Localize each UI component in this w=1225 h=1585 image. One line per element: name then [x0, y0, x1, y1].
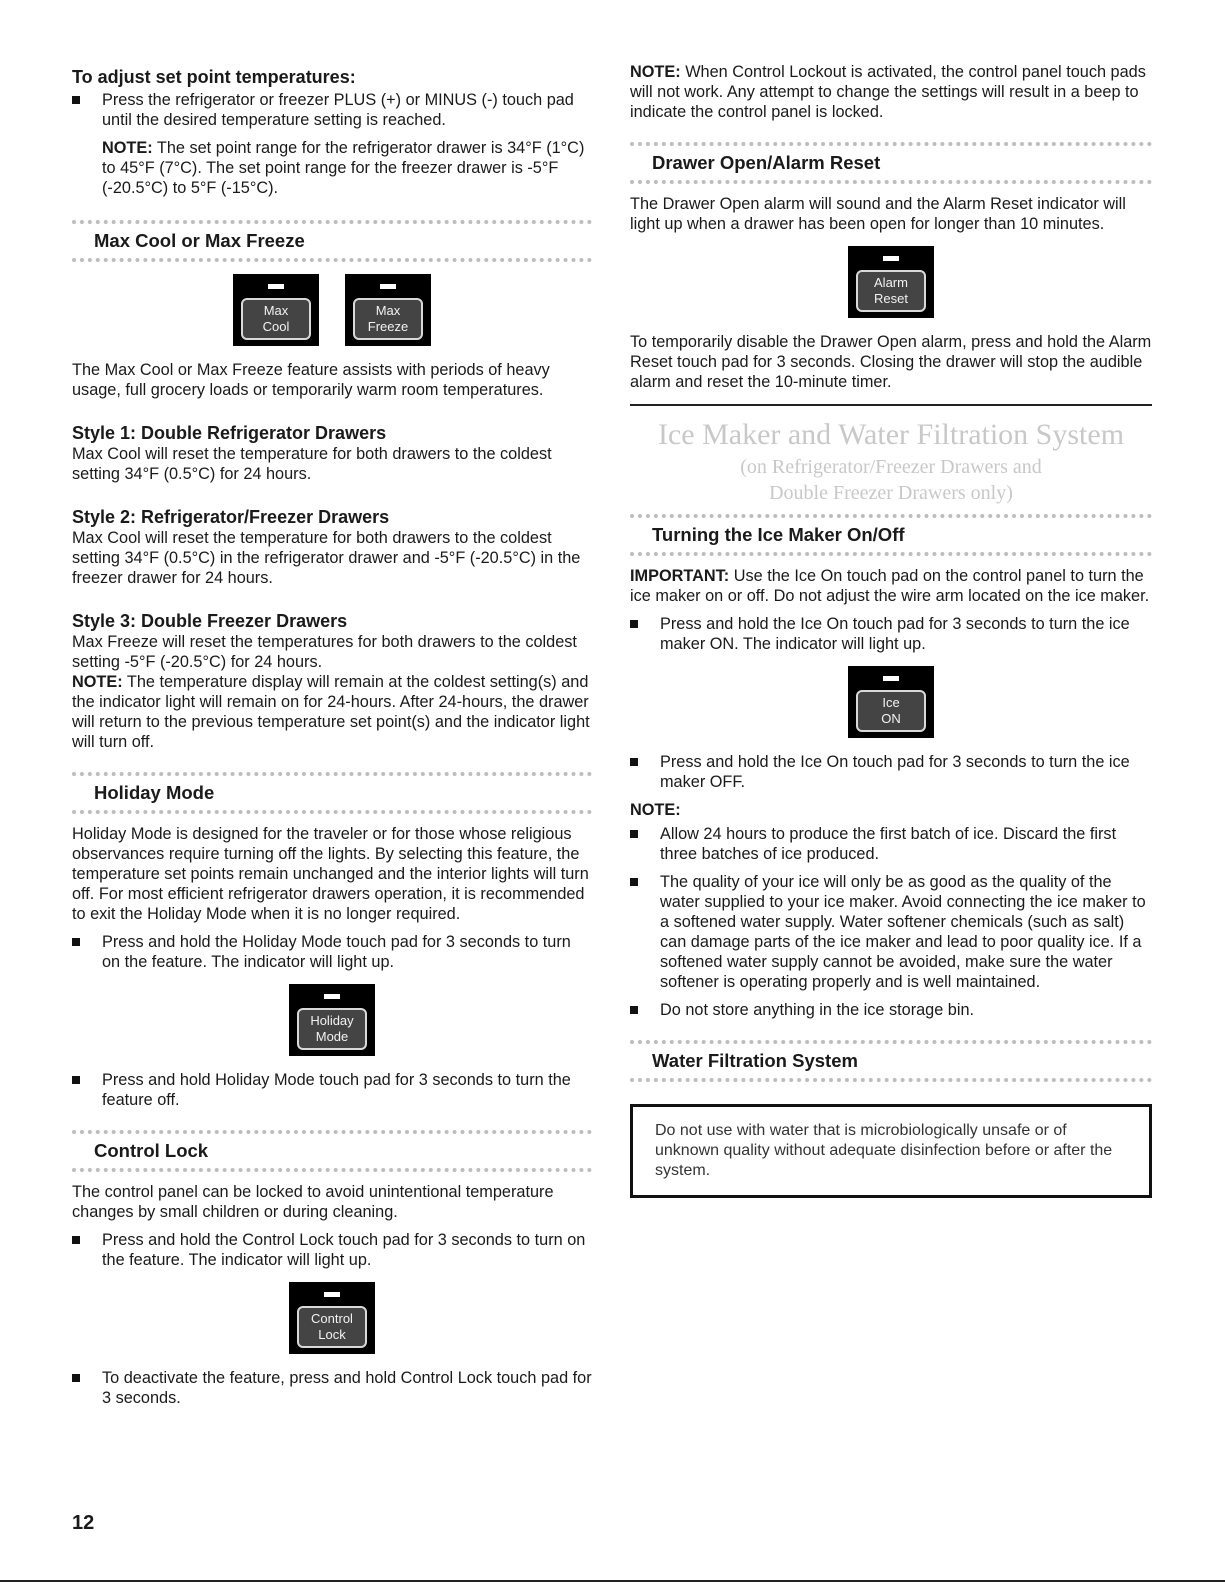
- max-cool-body: The Max Cool or Max Freeze feature assists with periods of heavy usage, full grocery loads or temporarily warm room temperatures.: [72, 361, 550, 399]
- ice-note-3: Do not store anything in the ice storage bin.: [630, 1000, 1152, 1020]
- ice-pads: [630, 666, 1152, 738]
- indicator-light: [883, 676, 899, 681]
- ice-maker-section: [630, 514, 1152, 1020]
- max-cool-pad[interactable]: [233, 274, 319, 346]
- right-column: [630, 62, 1152, 1198]
- ice-note-label: NOTE:: [630, 801, 681, 819]
- holiday-mode-pad[interactable]: [289, 984, 375, 1056]
- alarm-reset-pad[interactable]: [848, 246, 934, 318]
- indicator-light: [268, 284, 284, 289]
- note-label: NOTE:: [102, 139, 153, 157]
- holiday-bullet-off: Press and hold Holiday Mode touch pad for 3 seconds to turn the feature off.: [72, 1070, 592, 1110]
- ice-note-2: The quality of your ice will only be as good as the quality of the water supplied to your ice maker. Avoid connecting the ice maker to a softened water supply. Water softener chemicals (such as salt) can damage parts of the ice maker and lead to poor quality ice. If a softened water supply cannot be avoided, make sure the water softener is operating properly and is well maintained.: [630, 872, 1152, 992]
- indicator-light: [380, 284, 396, 289]
- control-lock-section: [72, 1130, 592, 1408]
- control-lock-title: Control Lock: [72, 1130, 592, 1172]
- ice-on-pad[interactable]: [848, 666, 934, 738]
- bottom-rule: [0, 1580, 1225, 1582]
- ice-bullet-off: Press and hold the Ice On touch pad for 3 seconds to turn the ice maker OFF.: [630, 752, 1152, 792]
- style1-body: Max Cool will reset the temperature for both drawers to the coldest setting 34°F (0.5°C) for 24 hours.: [72, 445, 552, 483]
- max-cool-section: [72, 220, 592, 752]
- alarm-body: The Drawer Open alarm will sound and the Alarm Reset indicator will light up when a drawer has been open for longer than 10 minutes.: [630, 195, 1126, 233]
- filtration-section: [630, 1040, 1152, 1198]
- style3-heading: Style 3: Double Freezer Drawers: [72, 611, 348, 631]
- holiday-body: Holiday Mode is designed for the traveler or for those whose religious observances require turning off the lights. By selecting this feature, the temperature set points remain unchanged and the interior lights will turn off. For most efficient refrigerator drawers operation, it is recommended to exit the Holiday Mode when it is no longer required.: [72, 825, 589, 923]
- alarm-body2: To temporarily disable the Drawer Open alarm, press and hold the Alarm Reset touch pad for 3 seconds. Closing the drawer will stop the audible alarm and reset the 10-minute timer.: [630, 333, 1152, 391]
- adjust-heading: To adjust set point temperatures:: [72, 67, 356, 87]
- pad-label: Max Cool: [241, 298, 311, 340]
- holiday-title: Holiday Mode: [72, 772, 592, 814]
- style2-heading: Style 2: Refrigerator/Freezer Drawers: [72, 507, 390, 527]
- alarm-pads: [630, 246, 1152, 318]
- holiday-pads: [72, 984, 592, 1056]
- lock-pads: [72, 1282, 592, 1354]
- indicator-light: [883, 256, 899, 261]
- ice-system-title: Ice Maker and Water Filtration System: [657, 418, 1125, 451]
- pad-label: Control Lock: [297, 1306, 367, 1348]
- adjust-bullet: Press the refrigerator or freezer PLUS (+) or MINUS (-) touch pad until the desired temperature setting is reached.: [72, 90, 592, 130]
- ice-note-1: Allow 24 hours to produce the first batch of ice. Discard the first three batches of ice produced.: [630, 824, 1152, 864]
- max-pads: [72, 274, 592, 346]
- ice-bullet-on: Press and hold the Ice On touch pad for 3 seconds to turn the ice maker ON. The indicator will light up.: [630, 614, 1152, 654]
- filtration-title: Water Filtration System: [630, 1040, 1152, 1082]
- alarm-section: [630, 142, 1152, 392]
- important-note: IMPORTANT: Use the Ice On touch pad on the control panel to turn the ice maker on or off. Do not adjust the wire arm located on the ice maker.: [630, 567, 1150, 605]
- control-lock-pad[interactable]: [289, 1282, 375, 1354]
- pad-label: Alarm Reset: [856, 270, 926, 312]
- indicator-light: [324, 994, 340, 999]
- holiday-bullet-on: Press and hold the Holiday Mode touch pad for 3 seconds to turn on the feature. The indicator will light up.: [72, 932, 592, 972]
- filtration-warning: Do not use with water that is microbiologically unsafe or of unknown quality without adequate disinfection before or after the system.: [630, 1104, 1152, 1198]
- adjust-note: [72, 138, 592, 198]
- max-cool-title: Max Cool or Max Freeze: [72, 220, 592, 262]
- page-number: 12: [72, 1512, 95, 1534]
- max-freeze-pad[interactable]: [345, 274, 431, 346]
- ice-system-sub2: Double Freezer Drawers only): [769, 482, 1013, 504]
- style1-heading: Style 1: Double Refrigerator Drawers: [72, 423, 387, 443]
- pad-label: Ice ON: [856, 690, 926, 732]
- left-column: [72, 62, 592, 1408]
- pad-label: Max Freeze: [353, 298, 423, 340]
- indicator-light: [324, 1292, 340, 1297]
- ice-maker-title: Turning the Ice Maker On/Off: [630, 514, 1152, 556]
- ice-system-header: [630, 416, 1152, 506]
- max-cool-note: NOTE: The temperature display will remain at the coldest setting(s) and the indicator light will remain on for 24-hours. After 24-hours, the drawer will return to the previous temperature set point(s) and the indicator light will turn off.: [72, 673, 590, 751]
- pad-label: Holiday Mode: [297, 1008, 367, 1050]
- lock-bullet-on: Press and hold the Control Lock touch pad for 3 seconds to turn on the feature. The indicator will light up.: [72, 1230, 592, 1270]
- holiday-section: [72, 772, 592, 1110]
- style3-body: Max Freeze will reset the temperatures for both drawers to the coldest setting -5°F (-20.5°C) for 24 hours.: [72, 633, 577, 671]
- note-text: The set point range for the refrigerator drawer is 34°F (1°C) to 45°F (7°C). The set point range for the freezer drawer is -5°F (-20.5°C) to 5°F (-15°C).: [102, 139, 585, 197]
- section-divider: [630, 404, 1152, 406]
- lockout-note: NOTE: When Control Lockout is activated, the control panel touch pads will not work. Any attempt to change the settings will result in a beep to indicate the control panel is locked.: [630, 63, 1146, 121]
- lock-bullet-off: To deactivate the feature, press and hold Control Lock touch pad for 3 seconds.: [72, 1368, 592, 1408]
- alarm-title: Drawer Open/Alarm Reset: [630, 142, 1152, 184]
- control-lock-body: The control panel can be locked to avoid unintentional temperature changes by small children or during cleaning.: [72, 1183, 554, 1221]
- ice-system-sub1: (on Refrigerator/Freezer Drawers and: [740, 456, 1042, 478]
- style2-body: Max Cool will reset the temperature for both drawers to the coldest setting 34°F (0.5°C) in the refrigerator drawer and -5°F (-20.5°C) in the freezer drawer for 24 hours.: [72, 529, 581, 587]
